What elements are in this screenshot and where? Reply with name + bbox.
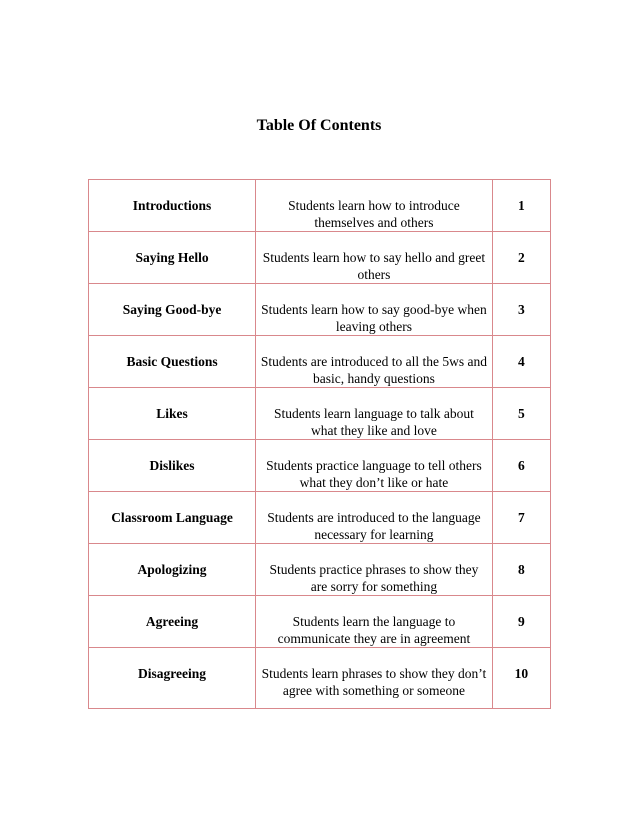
page-number-cell: 5 bbox=[492, 388, 550, 440]
page-number-cell: 3 bbox=[492, 284, 550, 336]
topic-cell: Saying Good-bye bbox=[89, 284, 256, 336]
description-cell: Students learn language to talk about what they like and love bbox=[256, 388, 493, 440]
topic-cell: Dislikes bbox=[89, 440, 256, 492]
table-row bbox=[89, 180, 551, 232]
description-cell: Students learn the language to communicate they are in agreement bbox=[256, 596, 493, 648]
page-number-cell: 8 bbox=[492, 544, 550, 596]
description-cell: Students learn how to say hello and greet others bbox=[256, 232, 493, 284]
page-number-cell: 4 bbox=[492, 336, 550, 388]
table-row bbox=[89, 492, 551, 544]
table-row bbox=[89, 336, 551, 388]
table-row bbox=[89, 648, 551, 709]
topic-cell: Saying Hello bbox=[89, 232, 256, 284]
page-number-cell: 2 bbox=[492, 232, 550, 284]
toc-table bbox=[88, 179, 551, 709]
table-row bbox=[89, 596, 551, 648]
topic-cell: Disagreeing bbox=[89, 648, 256, 709]
description-cell: Students learn how to introduce themselves and others bbox=[256, 180, 493, 232]
description-cell: Students learn how to say good-bye when leaving others bbox=[256, 284, 493, 336]
page-number-cell: 7 bbox=[492, 492, 550, 544]
table-row bbox=[89, 388, 551, 440]
description-cell: Students are introduced to all the 5ws and basic, handy questions bbox=[256, 336, 493, 388]
topic-cell: Apologizing bbox=[89, 544, 256, 596]
page-number-cell: 9 bbox=[492, 596, 550, 648]
table-row bbox=[89, 284, 551, 336]
topic-cell: Agreeing bbox=[89, 596, 256, 648]
table-row bbox=[89, 544, 551, 596]
topic-cell: Likes bbox=[89, 388, 256, 440]
page-number-cell: 10 bbox=[492, 648, 550, 709]
topic-cell: Introductions bbox=[89, 180, 256, 232]
table-row bbox=[89, 440, 551, 492]
topic-cell: Classroom Language bbox=[89, 492, 256, 544]
page-number-cell: 1 bbox=[492, 180, 550, 232]
description-cell: Students learn phrases to show they don’t agree with something or someone bbox=[256, 648, 493, 709]
page-title: Table Of Contents bbox=[256, 117, 382, 134]
topic-cell: Basic Questions bbox=[89, 336, 256, 388]
table-row bbox=[89, 232, 551, 284]
description-cell: Students are introduced to the language necessary for learning bbox=[256, 492, 493, 544]
description-cell: Students practice phrases to show they are sorry for something bbox=[256, 544, 493, 596]
description-cell: Students practice language to tell others what they don’t like or hate bbox=[256, 440, 493, 492]
page-number-cell: 6 bbox=[492, 440, 550, 492]
